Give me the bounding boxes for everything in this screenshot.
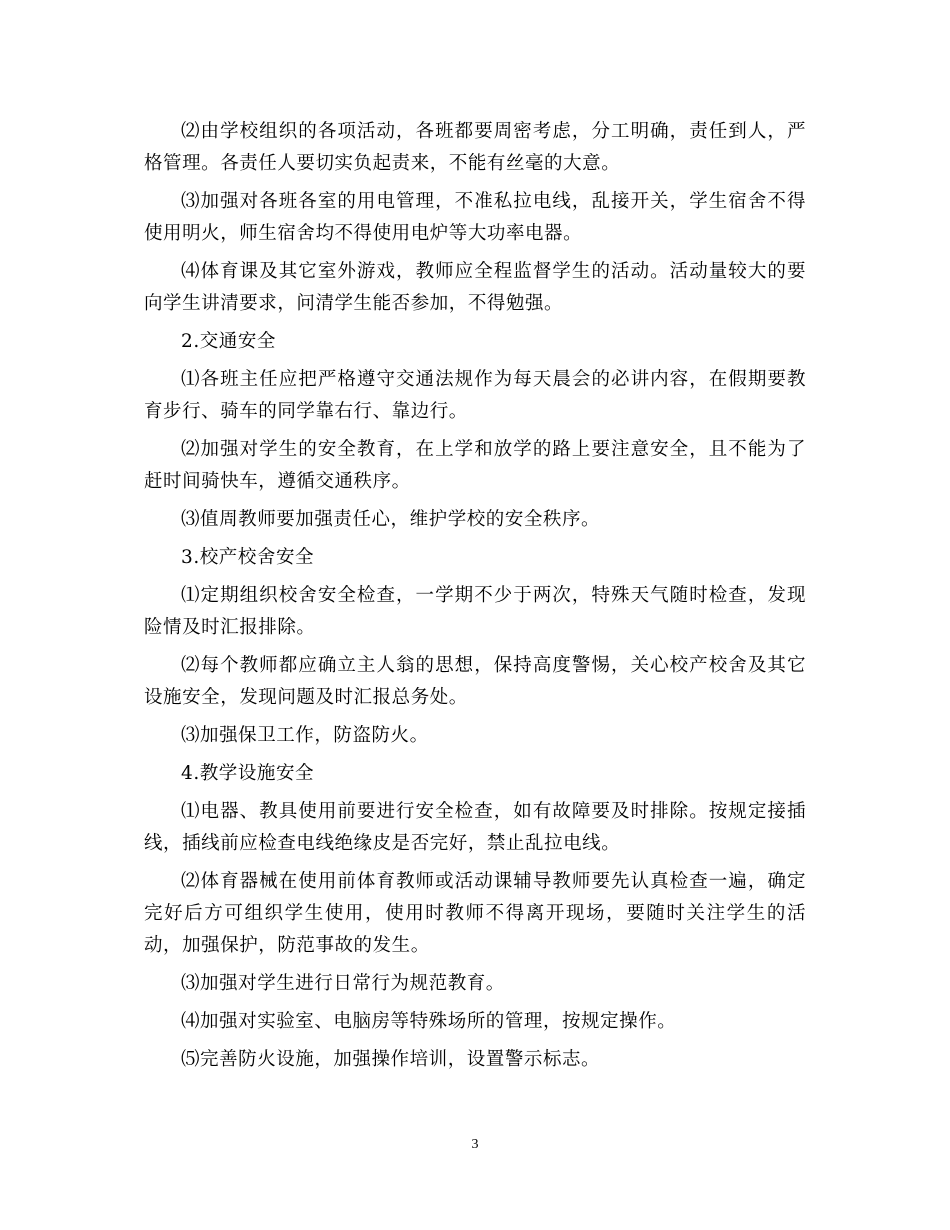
paragraph-9: ⑴定期组织校舍安全检查，一学期不少于两次，特殊天气随时检查，发现险情及时汇报排除。 bbox=[144, 585, 806, 638]
paragraph-6: ⑵加强对学生的安全教育，在上学和放学的路上要注意安全，且不能为了赶时间骑快车，遵循交通秩序。 bbox=[144, 439, 806, 492]
paragraph-17: ⑸完善防火设施，加强操作培训，设置警示标志。 bbox=[181, 1049, 601, 1070]
section-heading-teaching-facility-safety: 4.教学设施安全 bbox=[181, 763, 315, 784]
paragraph-11: ⑶加强保卫工作，防盗防火。 bbox=[181, 725, 429, 746]
page-number: 3 bbox=[471, 1137, 479, 1152]
section-heading-traffic-safety: 2.交通安全 bbox=[181, 331, 276, 352]
paragraph-10: ⑵每个教师都应确立主人翁的思想，保持高度警惕，关心校产校舍及其它设施安全，发现问题及时汇报总务处。 bbox=[144, 655, 806, 708]
paragraph-3: ⑷体育课及其它室外游戏，教师应全程监督学生的活动。活动量较大的要向学生讲清要求，问清学生能否参加，不得勉强。 bbox=[144, 261, 806, 314]
document-body bbox=[144, 116, 806, 1082]
paragraph-7: ⑶值周教师要加强责任心，维护学校的安全秩序。 bbox=[181, 509, 601, 530]
paragraph-1: ⑵由学校组织的各项活动，各班都要周密考虑，分工明确，责任到人，严格管理。各责任人要切实负起责来，不能有丝毫的大意。 bbox=[144, 121, 806, 174]
paragraph-2: ⑶加强对各班各室的用电管理，不准私拉电线，乱接开关，学生宿舍不得使用明火，师生宿舍均不得使用电炉等大功率电器。 bbox=[144, 191, 806, 244]
paragraph-16: ⑷加强对实验室、电脑房等特殊场所的管理，按规定操作。 bbox=[181, 1011, 677, 1032]
paragraph-15: ⑶加强对学生进行日常行为规范教育。 bbox=[181, 973, 505, 994]
paragraph-13: ⑴电器、教具使用前要进行安全检查，如有故障要及时排除。按规定接插线，插线前应检查电线绝缘皮是否完好，禁止乱拉电线。 bbox=[144, 801, 806, 854]
section-heading-campus-safety: 3.校产校舍安全 bbox=[181, 547, 315, 568]
paragraph-14: ⑵体育器械在使用前体育教师或活动课辅导教师要先认真检查一遍，确定完好后方可组织学生使用，使用时教师不得离开现场，要随时关注学生的活动，加强保护，防范事故的发生。 bbox=[144, 871, 806, 956]
paragraph-5: ⑴各班主任应把严格遵守交通法规作为每天晨会的必讲内容，在假期要教育步行、骑车的同学靠右行、靠边行。 bbox=[144, 369, 806, 422]
